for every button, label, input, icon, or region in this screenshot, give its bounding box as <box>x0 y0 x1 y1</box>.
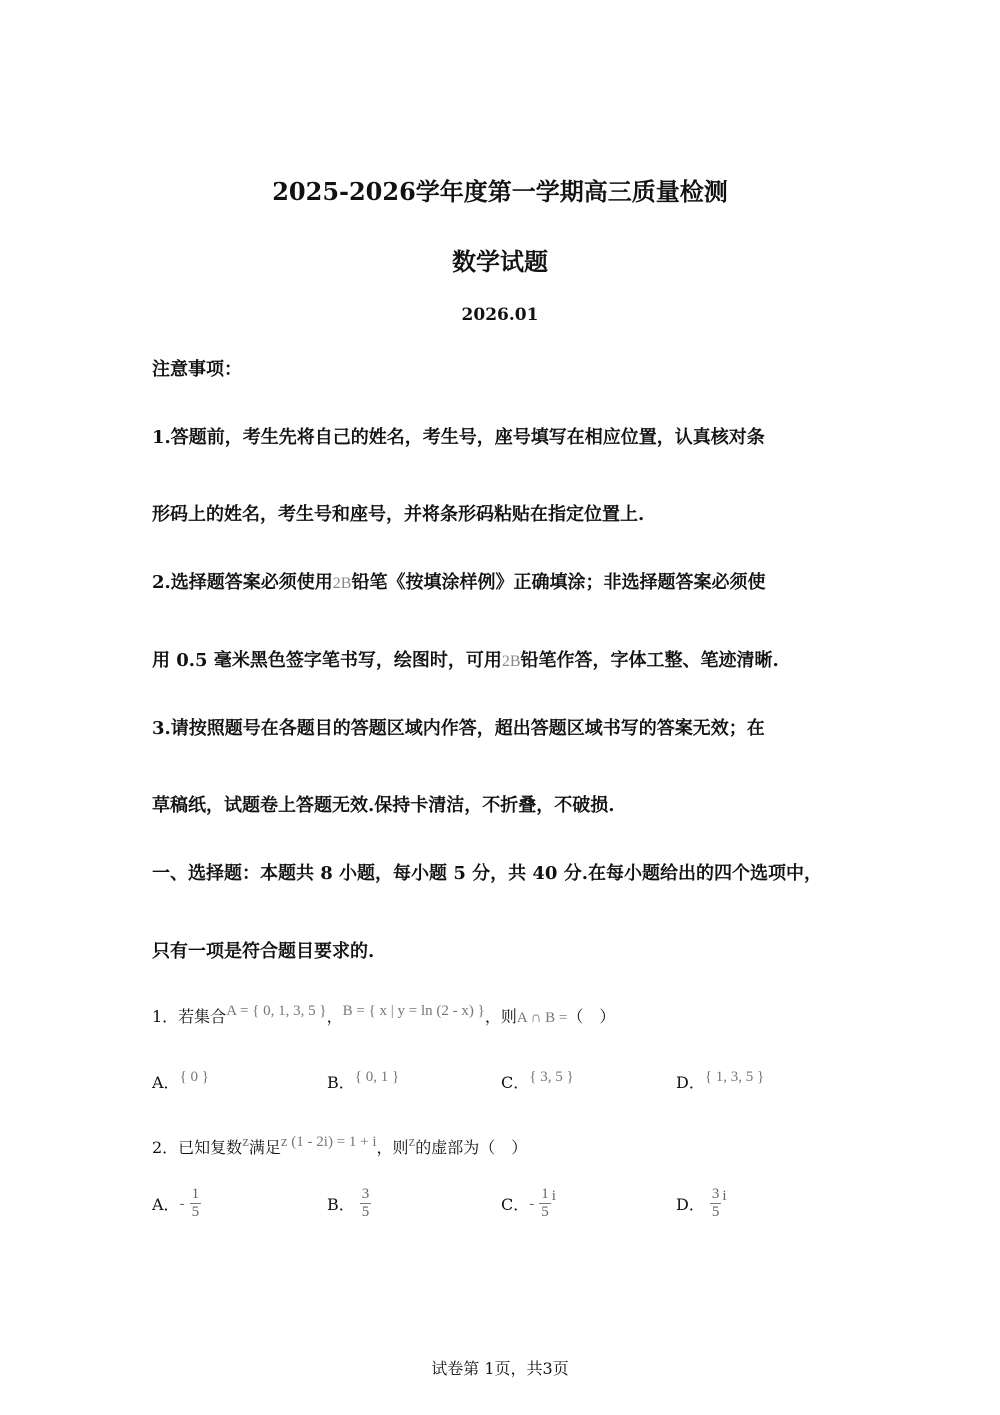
q2-option-b <box>327 1186 372 1221</box>
option-label: B． <box>327 1073 355 1092</box>
denominator: 5 <box>191 1204 200 1220</box>
option-value: { 0, 1 } <box>354 1069 400 1085</box>
option-fraction <box>539 1186 551 1221</box>
notice-item2-text-d: 铅笔作答，字体工整、笔迹清晰. <box>520 650 779 671</box>
option-value: { 1, 3, 5 } <box>704 1069 765 1085</box>
notice-item1-line1: 1.答题前，考生先将自己的姓名，考生号，座号填写在相应位置，认真核对条 <box>152 427 765 448</box>
notice-item1-line2: 形码上的姓名，考生号和座号，并将条形码粘贴在指定位置上. <box>152 504 645 525</box>
question-2 <box>152 1135 527 1158</box>
imaginary-unit: i <box>722 1188 727 1204</box>
exam-date: 2026.01 <box>461 305 539 325</box>
notice-item3-line2: 草稿纸，试题卷上答题无效.保持卡清洁，不折叠，不破损. <box>152 795 615 816</box>
numerator: 1 <box>541 1186 549 1202</box>
pencil-grade: 2B <box>332 575 352 592</box>
notice-heading: 注意事项： <box>152 359 242 380</box>
imaginary-unit: i <box>551 1188 556 1204</box>
question-1 <box>152 1004 615 1027</box>
q2-equation: z (1 - 2i) = 1 + i <box>280 1134 377 1150</box>
option-value: { 3, 5 } <box>529 1069 574 1085</box>
q2-then: ，则 <box>376 1138 409 1157</box>
q2-option-d <box>676 1186 727 1221</box>
q1-option-b <box>327 1070 399 1093</box>
q1-option-c <box>501 1070 574 1093</box>
q1-comma: ， <box>326 1007 343 1026</box>
option-label: D． <box>676 1073 705 1092</box>
notice-item3-line1: 3.请按照题号在各题目的答题区域内作答，超出答题区域书写的答案无效；在 <box>152 718 765 739</box>
notice-item2-line2 <box>152 646 779 672</box>
q1-expr: A ∩ B = <box>516 1010 568 1026</box>
option-label: C． <box>501 1073 530 1092</box>
q1-prefix: 1．若集合 <box>152 1007 227 1026</box>
q2-variable-z: z <box>408 1134 416 1150</box>
q2-variable-z: z <box>242 1134 249 1150</box>
denominator: 5 <box>711 1204 720 1220</box>
option-label: B． <box>327 1195 355 1214</box>
denominator: 5 <box>541 1204 549 1220</box>
q2-prefix: 2．已知复数 <box>152 1138 243 1157</box>
q1-paren: （ ） <box>567 1007 616 1026</box>
q2-option-a <box>152 1186 202 1221</box>
option-fraction <box>190 1186 202 1221</box>
notice-item2-text-c: 用 0.5 毫米黑色签字笔书写，绘图时，可用 <box>152 650 502 671</box>
q1-then: ，则 <box>484 1007 517 1026</box>
option-sign: - <box>179 1196 185 1212</box>
notice-item2-line1 <box>152 568 765 594</box>
section1-heading-line1: 一、选择题：本题共 8 小题，每小题 5 分，共 40 分.在每小题给出的四个选项中， <box>152 863 822 884</box>
numerator: 1 <box>191 1186 200 1202</box>
q1-set-b: B = { x | y = ln (2 - x) } <box>342 1003 485 1019</box>
option-fraction <box>360 1186 372 1221</box>
q2-satisfy: 满足 <box>248 1138 281 1157</box>
exam-title: 2025-2026学年度第一学期高三质量检测 <box>272 177 728 206</box>
section1-heading-line2: 只有一项是符合题目要求的. <box>152 941 375 962</box>
option-label: C． <box>501 1195 530 1214</box>
option-label: A． <box>152 1073 180 1092</box>
q2-tail: 的虚部为（ ） <box>415 1138 528 1157</box>
option-value: { 0 } <box>179 1069 209 1085</box>
option-fraction <box>710 1186 722 1221</box>
page-footer: 试卷第 1页，共3页 <box>431 1359 569 1378</box>
option-label: A． <box>152 1195 180 1214</box>
notice-item2-text-b: 铅笔《按填涂样例》正确填涂；非选择题答案必须使 <box>351 572 766 593</box>
subject-title: 数学试题 <box>452 247 548 276</box>
pencil-grade: 2B <box>501 653 521 670</box>
option-label: D． <box>676 1195 705 1214</box>
q1-option-a <box>152 1070 209 1093</box>
numerator: 3 <box>711 1186 720 1202</box>
q2-option-c <box>501 1186 556 1221</box>
denominator: 5 <box>361 1204 370 1220</box>
option-sign: - <box>529 1196 535 1212</box>
q1-option-d <box>676 1070 764 1093</box>
q1-set-a: A = { 0, 1, 3, 5 } <box>226 1003 327 1019</box>
numerator: 3 <box>361 1186 370 1202</box>
notice-item2-text-a: 2.选择题答案必须使用 <box>152 572 333 593</box>
